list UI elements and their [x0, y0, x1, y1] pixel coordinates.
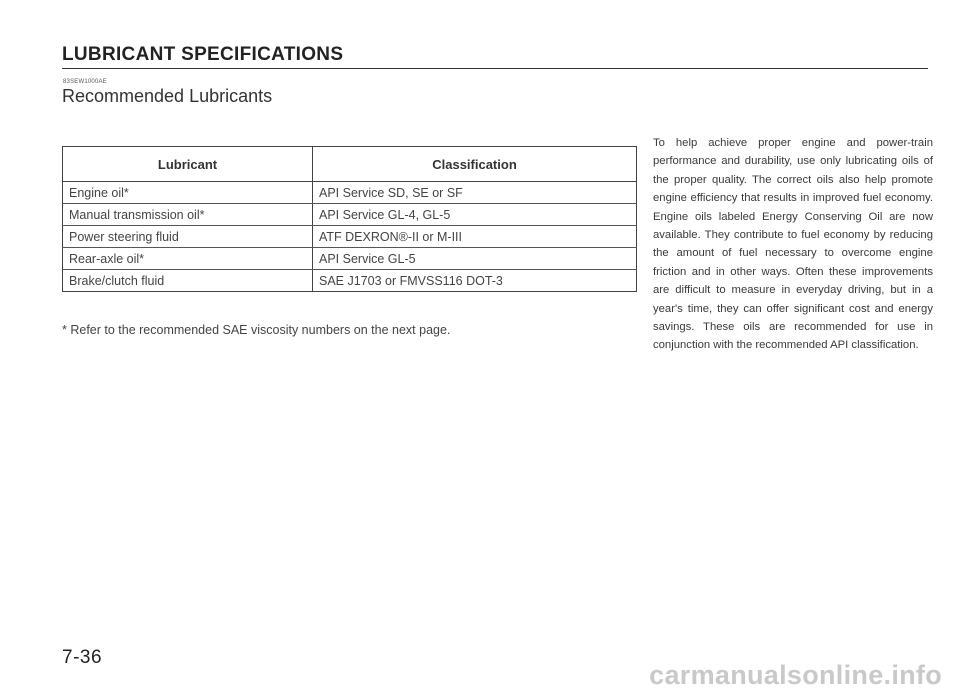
- table-cell-lubricant: Manual transmission oil*: [63, 204, 313, 226]
- lubricants-table: [62, 146, 637, 292]
- table-row: [63, 270, 637, 292]
- page-title: LUBRICANT SPECIFICATIONS: [62, 44, 344, 65]
- table-cell-classification: SAE J1703 or FMVSS116 DOT-3: [319, 273, 503, 288]
- table-cell-classification: API Service SD, SE or SF: [313, 182, 637, 204]
- table-cell-classification: ATF DEXRON®-II or M-III: [313, 226, 637, 248]
- title-divider: [62, 68, 928, 69]
- table-cell-classification: API Service GL-5: [313, 248, 637, 270]
- table-row: [63, 226, 637, 248]
- table-cell-lubricant: Brake/clutch fluid: [63, 270, 313, 292]
- column-header-classification: Classification: [313, 147, 637, 182]
- table-cell-lubricant: Power steering fluid: [63, 226, 313, 248]
- page-number: 7-36: [62, 647, 103, 668]
- table-cell-lubricant: Rear-axle oil*: [63, 248, 313, 270]
- table-cell-lubricant: Engine oil*: [63, 182, 313, 204]
- section-heading: Recommended Lubricants: [62, 86, 273, 106]
- table-header-row: [63, 147, 637, 182]
- table-row: [63, 248, 637, 270]
- table-row: [63, 204, 637, 226]
- watermark-text: carmanualsonline.info: [649, 660, 942, 690]
- column-header-lubricant: Lubricant: [63, 147, 313, 182]
- table-row: [63, 182, 637, 204]
- table-cell-classification: API Service GL-4, GL-5: [313, 204, 637, 226]
- footnote: * Refer to the recommended SAE viscosity numbers on the next page.: [62, 323, 451, 337]
- body-paragraph: To help achieve proper engine and power-train performance and durability, use only lubricating oils of the proper quality. The correct oils also help promote engine efficiency that results in improved fuel economy. Engine oils labeled Energy Conserving Oil are now available. They contribute to fuel economy by reducing the amount of fuel necessary to overcome engine friction and in other ways. Often these improvements are difficult to measure in everyday driving, but in a year's time, they can offer significant cost and energy savings. These oils are recommended for use in conjunction with the recommended API classification.: [653, 137, 933, 352]
- reference-code: 83SEW1000AE: [63, 79, 107, 85]
